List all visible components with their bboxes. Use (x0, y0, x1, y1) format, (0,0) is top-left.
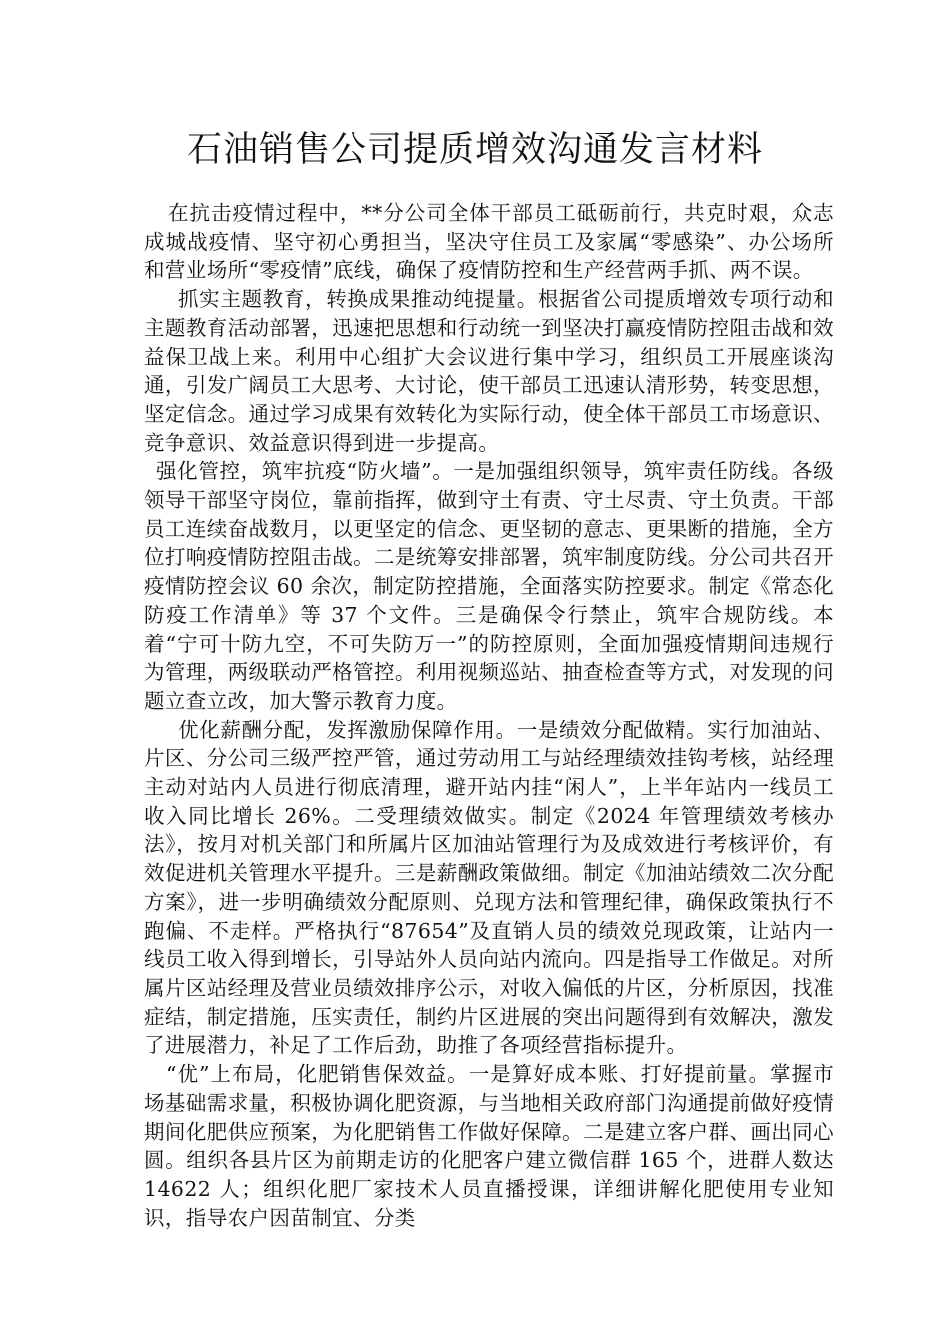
paragraph-salary-distribution: 优化薪酬分配，发挥激励保障作用。一是绩效分配做精。实行加油站、片区、分公司三级严控严管，通过劳动用工与站经理绩效挂钩考核，站经理主动对站内人员进行彻底清理，避开站内挂“闲人”，上半年站内一线员工收入同比增长 26%。二受理绩效做实。制定《2024 年管理绩效考核办法》，按月对机关部门和所属片区加油站管理行为及成效进行考核评价，有效促进机关管理水平提升。三是薪酬政策做细。制定《加油站绩效二次分配方案》，进一步明确绩效分配原则、兑现方法和管理纪律，确保政策执行不跑偏、不走样。严格执行“87654”及直销人员的绩效兑现政策，让站内一线员工收入得到增长，引导站外人员向站内流向。四是指导工作做足。对所属片区站经理及营业员绩效排序公示，对收入偏低的片区，分析原因，找准症结，制定措施，压实责任，制约片区进展的突出问题得到有效解决，激发了进展潜力，补足了工作后劲，助推了各项经营指标提升。 (144, 717, 834, 1058)
paragraph-fertilizer-sales: “优”上布局，化肥销售保效益。一是算好成本账、打好提前量。掌握市场基础需求量，积极协调化肥资源，与当地相关政府部门沟通提前做好疫情期间化肥供应预案，为化肥销售工作做好保障。二是建立客户群、画出同心圆。组织各县片区为前期走访的化肥客户建立微信群 165 个，进群人数达 14622 人；组织化肥厂家技术人员直播授课，详细讲解化肥使用专业知识，指导农户因苗制宜、分类 (144, 1062, 834, 1230)
document-body (144, 199, 834, 1232)
paragraph-intro: 在抗击疫情过程中，**分公司全体干部员工砥砺前行，共克时艰，众志成城战疫情、坚守初心勇担当，坚决守住员工及家属“零感染”、办公场所和营业场所“零疫情”底线，确保了疫情防控和生产经营两手抓、两不误。 (144, 201, 834, 283)
paragraph-epidemic-control: 强化管控，筑牢抗疫“防火墙”。一是加强组织领导，筑牢责任防线。各级领导干部坚守岗位，靠前指挥，做到守土有责、守土尽责、守土负责。干部员工连续奋战数月，以更坚定的信念、更坚韧的意志、更果断的措施，全方位打响疫情防控阻击战。二是统筹安排部署，筑牢制度防线。分公司共召开疫情防控会议 60 余次，制定防控措施，全面落实防控要求。制定《常态化防疫工作清单》等 37 个文件。三是确保令行禁止，筑牢合规防线。本着“宁可十防九空，不可失防万一”的防控原则，全面加强疫情期间违规行为管理，两级联动严格管控。利用视频巡站、抽查检查等方式，对发现的问题立查立改，加大警示教育力度。 (144, 459, 834, 713)
paragraph-theme-education: 抓实主题教育，转换成果推动纯提量。根据省公司提质增效专项行动和主题教育活动部署，迅速把思想和行动统一到坚决打赢疫情防控阻击战和效益保卫战上来。利用中心组扩大会议进行集中学习，组织员工开展座谈沟通，引发广阔员工大思考、大讨论，使干部员工迅速认清形势，转变思想，坚定信念。通过学习成果有效转化为实际行动，使全体干部员工市场意识、竞争意识、效益意识得到进一步提高。 (144, 287, 834, 455)
document-title: 石油销售公司提质增效沟通发言材料 (186, 130, 763, 170)
